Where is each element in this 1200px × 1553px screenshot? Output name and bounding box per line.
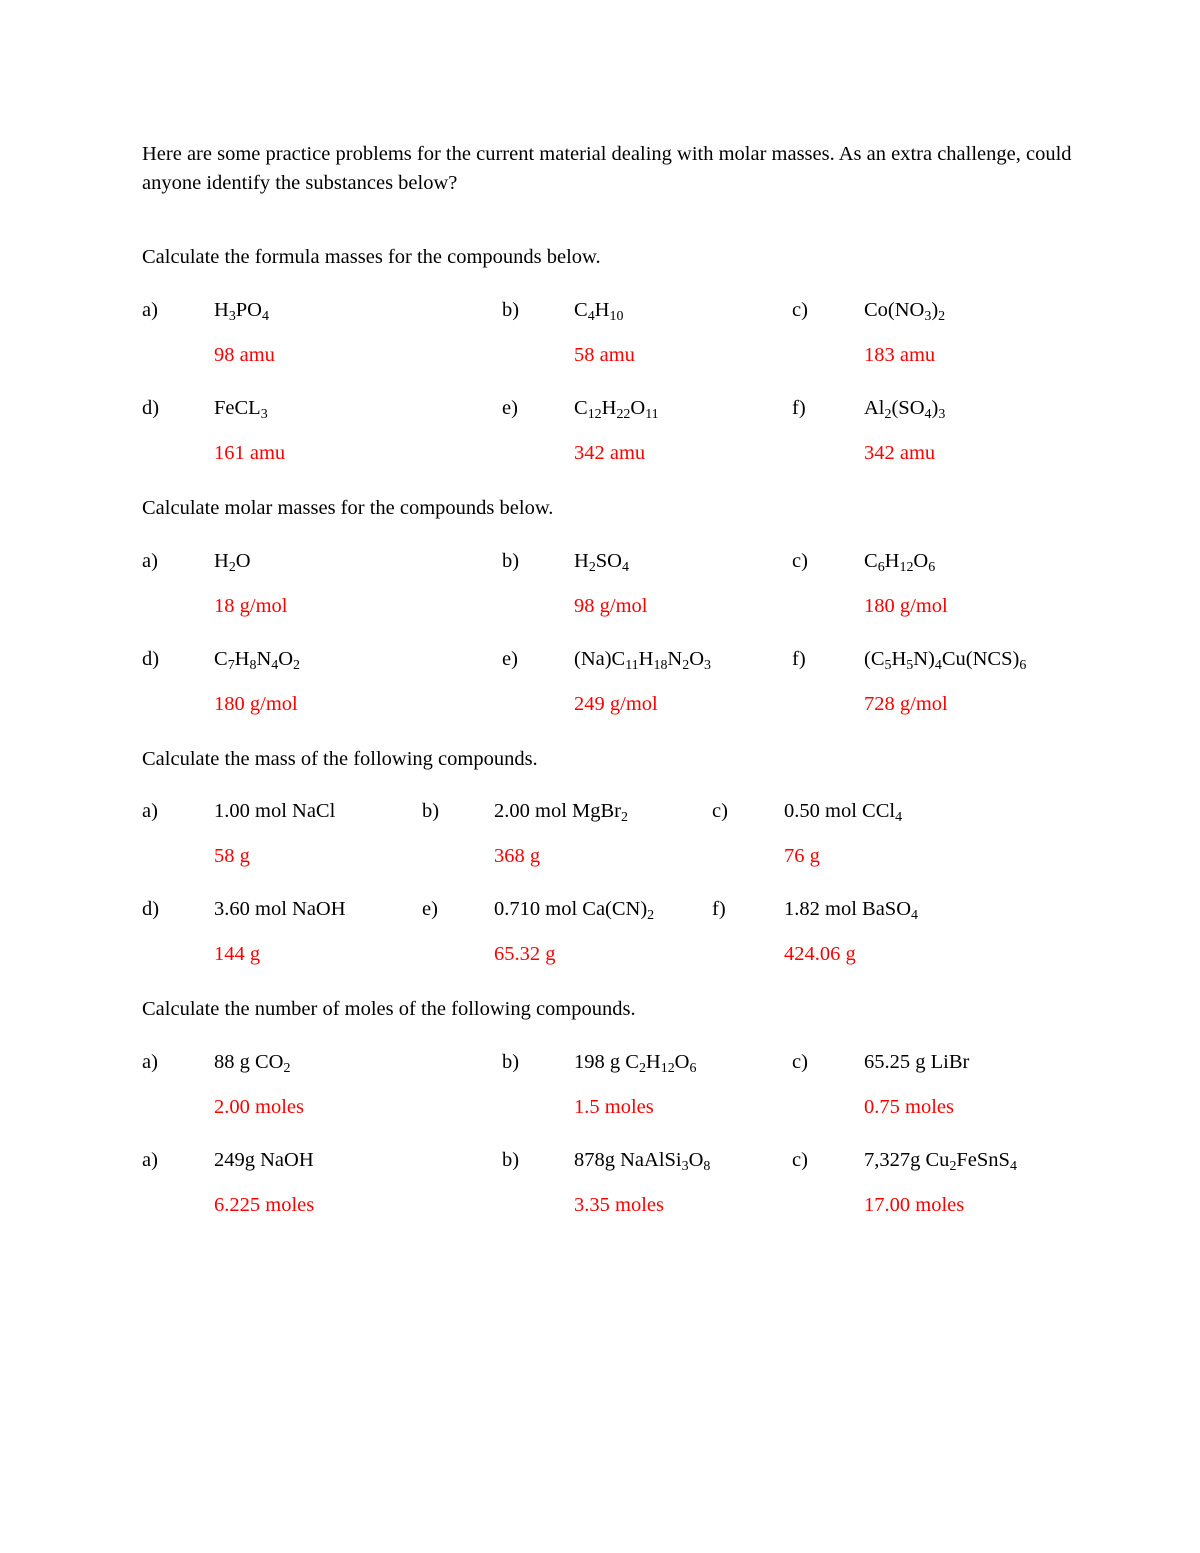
problem-formula: $H_2SO_4$: [574, 549, 629, 575]
problem-row: [142, 1149, 1080, 1172]
problem-item: [792, 1051, 1072, 1074]
problem-row: [142, 550, 1080, 573]
answer-value: 144 g: [214, 943, 261, 966]
problem-formula: 0.50 mol CCl$_4$: [784, 800, 903, 826]
problem-item: [712, 898, 992, 924]
problem-formula: $(Na)C_{11}H_{18}N_2O_3$: [574, 647, 711, 673]
section-heading: Calculate molar masses for the compounds below.: [142, 496, 554, 519]
answer-value: 3.35 moles: [574, 1193, 664, 1216]
answer-row: [142, 1194, 1080, 1217]
problem-formula: 3.60 mol NaOH: [214, 898, 346, 921]
problem-item: [142, 800, 422, 823]
answer-value: 76 g: [784, 845, 820, 868]
problem-label: d): [142, 898, 160, 921]
answer-value: 368 g: [494, 845, 541, 868]
problem-item: [502, 397, 792, 420]
answer-value: 98 g/mol: [574, 594, 648, 617]
answer-value: 180 g/mol: [864, 594, 948, 617]
problem-formula: 88 g $CO_2$: [214, 1050, 291, 1076]
problem-formula: $C_{12}H_{22}O_{11}$: [574, 396, 659, 422]
problem-formula: $Al_2(SO_4)_3$: [864, 396, 946, 422]
problem-row: [142, 648, 1080, 671]
answer-value: 0.75 moles: [864, 1095, 954, 1118]
problem-formula: 198 g $C_2H_{12}O_6$: [574, 1050, 697, 1076]
intro-paragraph: Here are some practice problems for the current material dealing with molar masses. As an extra challenge, could anyone identify the substances below?: [142, 143, 1072, 195]
answer-value: 2.00 moles: [214, 1095, 304, 1118]
problem-label: f): [712, 898, 726, 921]
problem-label: b): [502, 549, 520, 572]
problem-formula: 1.00 mol NaCl: [214, 800, 336, 823]
answer-value: 58 g: [214, 845, 250, 868]
problem-item: [712, 800, 992, 826]
problem-label: a): [142, 549, 158, 572]
answer-value: 6.225 moles: [214, 1193, 315, 1216]
problem-item: [142, 550, 502, 573]
answer-row: [142, 845, 1080, 868]
problem-label: a): [142, 1148, 158, 1171]
answer-row: [142, 1096, 1080, 1119]
answer-value: 342 amu: [574, 441, 646, 464]
answer-row: [142, 693, 1080, 716]
problem-label: e): [502, 647, 518, 670]
problem-label: c): [792, 298, 808, 321]
section-heading: Calculate the number of moles of the following compounds.: [142, 998, 636, 1021]
problem-item: [422, 800, 712, 826]
problem-item: [792, 397, 1072, 420]
problem-label: c): [792, 549, 808, 572]
problem-item: [792, 550, 1072, 573]
answer-value: 65.32 g: [494, 943, 556, 966]
problem-formula: 0.710 mol $Ca(CN)_2$: [494, 898, 655, 924]
problem-label: f): [792, 647, 806, 670]
answer-row: [142, 595, 1080, 618]
problem-item: [502, 299, 792, 322]
problem-section: [142, 746, 1080, 967]
problem-label: e): [422, 898, 438, 921]
problem-row: [142, 800, 1080, 826]
answer-value: 180 g/mol: [214, 692, 298, 715]
answer-row: [142, 442, 1080, 465]
answer-value: 161 amu: [214, 441, 286, 464]
problem-row: [142, 898, 1080, 924]
problem-label: c): [712, 800, 728, 823]
problem-formula: $H_2O$: [214, 549, 251, 575]
problem-label: c): [792, 1050, 808, 1073]
problem-row: [142, 299, 1080, 322]
problem-item: [792, 648, 1072, 671]
problem-formula: 1.82 mol BaSO$_4$: [784, 898, 918, 924]
problem-formula: 7,327g $Cu_2FeSnS_4$: [864, 1148, 1017, 1174]
problem-formula: $Co(NO_3)_2$: [864, 298, 946, 324]
section-heading: Calculate the formula masses for the compounds below.: [142, 246, 601, 269]
problem-item: [502, 1149, 792, 1172]
answer-row: [142, 943, 1080, 966]
problem-row: [142, 397, 1080, 420]
problem-item: [792, 299, 1072, 322]
problem-formula: 878g $NaAlSi_3O_8$: [574, 1148, 711, 1174]
problem-item: [502, 1051, 792, 1074]
problem-label: d): [142, 647, 160, 670]
problem-item: [502, 550, 792, 573]
problem-label: e): [502, 396, 518, 419]
answer-value: 249 g/mol: [574, 692, 658, 715]
problem-formula: 249g NaOH: [214, 1148, 314, 1171]
problem-item: [422, 898, 712, 924]
answer-value: 17.00 moles: [864, 1193, 965, 1216]
problem-formula: $H_3PO_4$: [214, 298, 269, 324]
answer-value: 183 amu: [864, 343, 936, 366]
problem-item: [142, 898, 422, 921]
problem-formula: 2.00 mol MgBr$_2$: [494, 800, 628, 826]
problem-formula: FeCL$_3$: [214, 396, 268, 422]
answer-value: 728 g/mol: [864, 692, 948, 715]
answer-value: 342 amu: [864, 441, 936, 464]
problem-item: [792, 1149, 1072, 1172]
problem-label: f): [792, 396, 806, 419]
answer-value: 424.06 g: [784, 943, 856, 966]
problem-label: c): [792, 1148, 808, 1171]
problem-label: b): [422, 800, 440, 823]
problem-section: [142, 495, 1080, 716]
answer-value: 1.5 moles: [574, 1095, 654, 1118]
problem-label: a): [142, 800, 158, 823]
answer-value: 58 amu: [574, 343, 635, 366]
answer-row: [142, 344, 1080, 367]
problem-section: [142, 996, 1080, 1217]
problem-label: a): [142, 298, 158, 321]
problem-formula: $C_7H_8N_4O_2$: [214, 647, 300, 673]
problem-label: b): [502, 1050, 520, 1073]
problem-formula: 65.25 g LiBr: [864, 1050, 970, 1073]
problem-section: [142, 244, 1080, 465]
problem-formula: $(C_5H_5N)_4Cu(NCS)_6$: [864, 647, 1027, 673]
problem-item: [142, 648, 502, 671]
problem-row: [142, 1051, 1080, 1074]
problem-formula: $C_6H_{12}O_6$: [864, 549, 936, 575]
problem-formula: $C_4H_{10}$: [574, 298, 624, 324]
problem-item: [142, 1051, 502, 1074]
answer-value: 98 amu: [214, 343, 275, 366]
problem-label: a): [142, 1050, 158, 1073]
problem-item: [142, 299, 502, 322]
answer-value: 18 g/mol: [214, 594, 288, 617]
problem-label: b): [502, 1148, 520, 1171]
problem-item: [142, 1149, 502, 1172]
problem-item: [142, 397, 502, 420]
problem-label: b): [502, 298, 520, 321]
problem-label: d): [142, 396, 160, 419]
section-heading: Calculate the mass of the following compounds.: [142, 747, 538, 770]
sections-container: [142, 244, 1080, 1217]
problem-item: [502, 648, 792, 671]
